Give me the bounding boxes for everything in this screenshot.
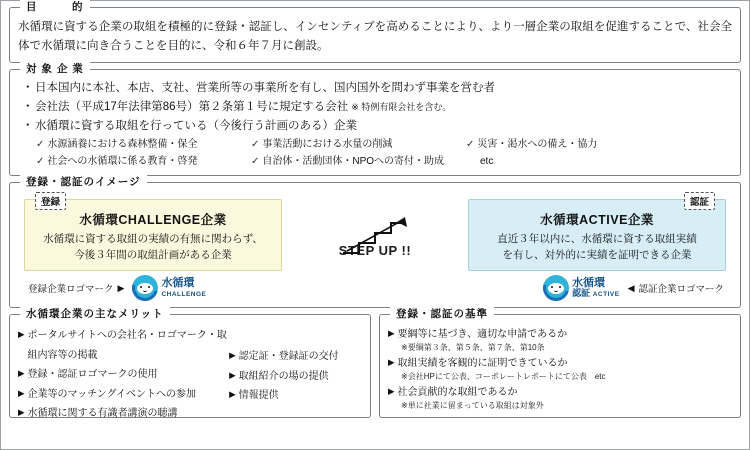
criteria-item xyxy=(388,356,732,371)
section-purpose-title: 目 的 xyxy=(20,0,90,14)
smiley-face-icon xyxy=(137,283,153,294)
check-label: 災害・渇水への備え・協力 xyxy=(477,139,598,151)
water-swirl-icon xyxy=(132,275,158,301)
criteria-note: ※単に社業に留まっている取組は対象外 xyxy=(401,401,544,411)
check-item xyxy=(251,137,466,152)
merit-item xyxy=(18,404,229,424)
triangle-icon: ▶ xyxy=(229,389,236,400)
check-label: 水源涵養における森林整備・保全 xyxy=(47,139,198,151)
purpose-body: 水循環に資する企業の取組を積極的に登録・認証し、インセンティブを高めることにより、より一層企業の取組を促進することで、社会全体で水循環に向き合うことを目的に、令和６年７月に創設。 xyxy=(18,21,732,52)
target-bullet xyxy=(22,99,732,117)
target-bullet-text: 水循環に資する取組を行っている（今後行う計画のある）企業 xyxy=(35,119,357,132)
section-criteria xyxy=(379,308,741,418)
criteria-label: 取組実績を客観的に証明できているか xyxy=(397,358,568,370)
challenge-logo-label: 登録企業ロゴマーク xyxy=(28,284,114,296)
active-logo-sub2: ACTIVE xyxy=(592,291,620,299)
target-bullet-text: 日本国内に本社、本店、支社、営業所等の事業所を有し、国内国外を問わず事業を営む者 xyxy=(35,81,495,94)
merit-label: 認定証・登録証の交付 xyxy=(238,351,339,363)
check-label: 事業活動における水量の削減 xyxy=(262,139,393,151)
merit-label: 取組紹介の場の提供 xyxy=(238,370,329,382)
water-swirl-icon xyxy=(543,275,569,301)
bottom-row xyxy=(9,308,741,424)
challenge-logo-sub: CHALLENGE xyxy=(161,291,207,299)
merit-item xyxy=(229,367,362,387)
challenge-logo-main: 水循環 xyxy=(161,276,195,289)
challenge-line2: 今後３年間の取組計画がある企業 xyxy=(74,249,232,262)
merit-item xyxy=(229,347,362,367)
section-registration-image xyxy=(9,176,741,308)
active-line1: 直近３年以内に、水循環に資する取組実績 xyxy=(497,233,697,246)
check-icon: ✓ xyxy=(251,139,260,151)
active-logo-row xyxy=(539,275,724,301)
active-logo-text xyxy=(572,278,620,300)
triangle-icon: ▶ xyxy=(388,357,395,368)
challenge-tag: 登録 xyxy=(35,192,66,210)
merit-label: ポータルサイトへの会社名・ロゴマーク・取組内容等の掲載 xyxy=(27,330,227,361)
merit-item xyxy=(18,365,229,385)
bullet-dot-icon: ・ xyxy=(22,119,34,132)
active-logo-main: 水循環 xyxy=(572,276,606,289)
section-purpose xyxy=(9,1,741,63)
bullet-dot-icon: ・ xyxy=(22,100,34,113)
target-check-row-1 xyxy=(36,137,732,152)
challenge-line1: 水循環に資する取組の実績の有無に関わらず、 xyxy=(43,233,263,246)
challenge-logo-text xyxy=(161,278,206,300)
criteria-note: ※要綱第３条、第５条、第７条、第10条 xyxy=(401,343,545,353)
criteria-item xyxy=(388,385,732,400)
stepup-label: STEP UP !! xyxy=(338,243,412,259)
merit-label: 企業等のマッチングイベントへの参加 xyxy=(27,388,196,400)
merit-label: 水循環に関する有識者講演の聴講 xyxy=(27,408,178,420)
triangle-icon: ▶ xyxy=(18,407,25,418)
check-icon: ✓ xyxy=(36,156,45,168)
target-check-row-2 xyxy=(36,154,732,169)
target-bullet xyxy=(22,80,732,98)
check-icon: ✓ xyxy=(466,139,475,151)
criteria-item xyxy=(388,327,732,342)
active-logo-sub1: 認証 xyxy=(572,288,591,299)
image-area xyxy=(18,195,732,301)
triangle-icon: ▶ xyxy=(18,368,25,379)
active-logo-label: 認証企業ロゴマーク xyxy=(638,284,724,296)
challenge-logo-mark xyxy=(132,275,206,301)
active-line2: を有し、対外的に実績を証明できる企業 xyxy=(502,249,692,262)
criteria-label: 社会貢献的な取組であるか xyxy=(397,387,518,399)
criteria-label: 要綱等に基づき、適切な申請であるか xyxy=(397,329,568,341)
arrow-right-icon: ▶ xyxy=(117,282,125,293)
criteria-col xyxy=(379,308,741,424)
merit-column-1 xyxy=(18,326,229,424)
challenge-heading: 水循環CHALLENGE企業 xyxy=(79,213,227,228)
section-target-title: 対 象 企 業 xyxy=(20,61,90,76)
bullet-dot-icon: ・ xyxy=(22,81,34,94)
check-item xyxy=(36,154,251,169)
active-tag: 認証 xyxy=(684,192,715,210)
merit-grid xyxy=(18,326,362,424)
target-bullet-note: ※ 特例有限会社を含む。 xyxy=(351,101,452,112)
check-item xyxy=(466,137,597,152)
stairs-icon xyxy=(339,213,411,257)
merit-column-2 xyxy=(229,326,362,424)
merit-label: 情報提供 xyxy=(238,390,279,402)
arrow-left-icon: ◀ xyxy=(627,282,635,293)
triangle-icon: ▶ xyxy=(229,369,236,380)
check-item-etc xyxy=(480,154,493,169)
merit-item xyxy=(18,326,229,365)
check-item xyxy=(251,154,466,169)
criteria-note: ※会社HPにて公表、コーポレートレポートにて公表 etc xyxy=(401,372,606,382)
active-heading: 水循環ACTIVE企業 xyxy=(540,213,654,228)
active-logo-mark xyxy=(543,275,620,301)
triangle-icon: ▶ xyxy=(229,350,236,361)
section-image-title: 登録・認証のイメージ xyxy=(20,174,147,189)
check-label: etc xyxy=(480,156,494,168)
triangle-icon: ▶ xyxy=(388,386,395,397)
merit-item xyxy=(18,385,229,405)
check-icon: ✓ xyxy=(251,156,260,168)
check-item xyxy=(36,137,251,152)
check-icon: ✓ xyxy=(36,139,45,151)
target-bullet xyxy=(22,118,732,136)
section-target-companies xyxy=(9,62,741,176)
triangle-icon: ▶ xyxy=(18,329,25,340)
section-criteria-title: 登録・認証の基準 xyxy=(390,306,494,321)
stepup-area xyxy=(18,213,732,258)
triangle-icon: ▶ xyxy=(388,328,395,339)
merit-col xyxy=(9,308,371,424)
triangle-icon: ▶ xyxy=(18,387,25,398)
smiley-face-icon xyxy=(548,283,564,294)
challenge-logo-row xyxy=(28,275,210,301)
merit-label: 登録・認証ロゴマークの使用 xyxy=(27,369,158,381)
merit-item xyxy=(229,386,362,406)
target-bullet-text xyxy=(35,99,732,117)
check-label: 社会への水循環に係る教育・啓発 xyxy=(47,156,198,168)
check-label: 自治体・活動団体・NPOへの寄付・助成 xyxy=(262,156,445,168)
target-bullet-main: 会社法（平成17年法律第86号）第２条第１号に規定する会社 xyxy=(35,100,349,113)
section-merit xyxy=(9,308,371,420)
section-merit-title: 水循環企業の主なメリット xyxy=(20,306,170,321)
